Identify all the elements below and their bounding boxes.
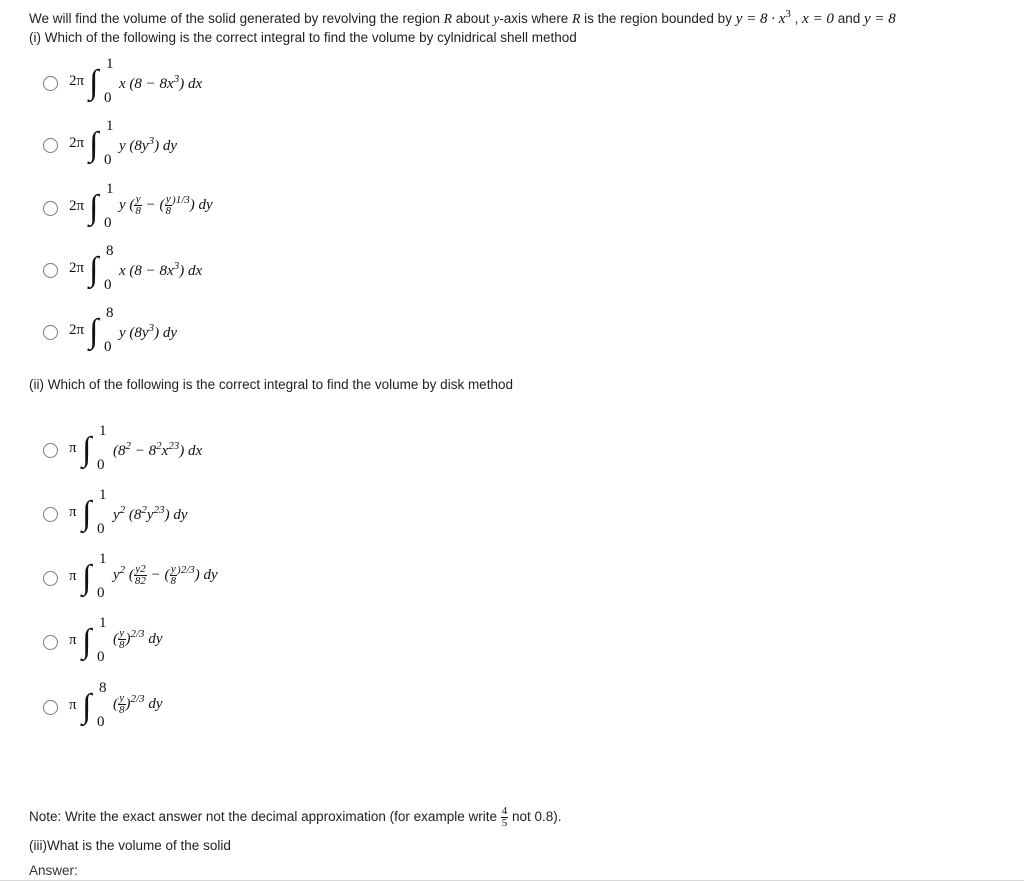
- upper-limit: 1: [106, 181, 114, 197]
- disk-option-1[interactable]: [43, 423, 943, 479]
- exponent: 3: [785, 8, 791, 20]
- integral-sign: ∫: [89, 64, 99, 101]
- radio-button[interactable]: [43, 571, 58, 586]
- integrand: $(8^2 - 8^2x^{23})$ dx: [113, 440, 203, 459]
- disk-option-4[interactable]: [43, 615, 943, 671]
- upper-limit: 1: [99, 615, 107, 631]
- disk-option-2[interactable]: [43, 487, 943, 543]
- lower-limit: 0: [104, 90, 112, 106]
- example-fraction: $\frac{4}{5}$: [501, 805, 508, 829]
- upper-limit: 8: [99, 680, 107, 696]
- bound-line: y = 8: [863, 11, 896, 27]
- coefficient: 2π: [69, 135, 85, 151]
- shell-option-3[interactable]: [43, 181, 943, 237]
- upper-limit: 1: [106, 56, 114, 72]
- lower-limit: 0: [104, 339, 112, 355]
- radio-button[interactable]: [43, 76, 58, 91]
- lower-limit: 0: [97, 649, 105, 665]
- coefficient: π: [69, 697, 77, 713]
- coefficient: 2π: [69, 198, 85, 214]
- region-symbol: R: [443, 11, 452, 26]
- coefficient: 2π: [69, 322, 85, 338]
- coefficient: 2π: [69, 73, 85, 89]
- region-symbol: R: [572, 11, 581, 26]
- integral-sign: ∫: [82, 688, 92, 725]
- shell-option-4[interactable]: [43, 243, 943, 299]
- integrand: y $(8y^3)$ dy: [119, 135, 177, 154]
- integrand: ( $\frac{y}{8}$ )$^{2/3}$ dy: [113, 692, 163, 717]
- lower-limit: 0: [104, 277, 112, 293]
- shell-option-5[interactable]: [43, 305, 943, 361]
- coefficient: 2π: [69, 260, 85, 276]
- integrand: x $(8 - 8x^3)$ dx: [119, 73, 203, 92]
- integral-sign: ∫: [82, 495, 92, 532]
- intro-text: We will find the volume of the solid generated by revolving the region: [29, 11, 444, 26]
- intro-text: about: [452, 11, 494, 26]
- radio-button[interactable]: [43, 201, 58, 216]
- lower-limit: 0: [97, 585, 105, 601]
- integral-sign: ∫: [82, 431, 92, 468]
- radio-button[interactable]: [43, 635, 58, 650]
- integral-sign: ∫: [89, 251, 99, 288]
- upper-limit: 1: [99, 487, 107, 503]
- radio-button[interactable]: [43, 443, 58, 458]
- integral-sign: ∫: [89, 189, 99, 226]
- intro-text: and: [833, 11, 864, 26]
- upper-limit: 1: [99, 551, 107, 567]
- integrand: $y^2$ ( $\frac{y2}{82}$ − ( $\frac{y}{8}$ $^{)2/3}$) dy: [113, 563, 218, 588]
- bound-curve: y = 8 · x: [735, 11, 786, 27]
- integral-sign: ∫: [82, 623, 92, 660]
- integrand: ( $\frac{y}{8}$ )$^{2/3}$ dy: [113, 627, 163, 652]
- axis-symbol: y: [493, 11, 500, 26]
- coefficient: π: [69, 632, 77, 648]
- disk-option-5[interactable]: [43, 680, 943, 736]
- lower-limit: 0: [97, 714, 105, 730]
- question-ii: (ii) Which of the following is the correct integral to find the volume by disk method: [29, 377, 513, 392]
- radio-button[interactable]: [43, 325, 58, 340]
- integrand: x $(8 - 8x^3)$ dx: [119, 260, 203, 279]
- answer-label: Answer:: [29, 863, 78, 878]
- bound-line: x = 0: [802, 11, 834, 27]
- radio-button[interactable]: [43, 700, 58, 715]
- upper-limit: 1: [106, 118, 114, 134]
- upper-limit: 8: [106, 305, 114, 321]
- integral-sign: ∫: [89, 313, 99, 350]
- integral-sign: ∫: [82, 559, 92, 596]
- problem-statement: [29, 5, 1019, 29]
- integrand: y $(8y^3)$ dy: [119, 322, 177, 341]
- lower-limit: 0: [97, 521, 105, 537]
- shell-option-2[interactable]: [43, 118, 943, 174]
- question-i: (i) Which of the following is the correct integral to find the volume by cylnidrical shell method: [29, 30, 577, 45]
- upper-limit: 1: [99, 423, 107, 439]
- coefficient: π: [69, 440, 77, 456]
- disk-option-3[interactable]: [43, 551, 943, 607]
- lower-limit: 0: [104, 215, 112, 231]
- lower-limit: 0: [97, 457, 105, 473]
- radio-button[interactable]: [43, 138, 58, 153]
- upper-limit: 8: [106, 243, 114, 259]
- radio-button[interactable]: [43, 507, 58, 522]
- question-iii: (iii)What is the volume of the solid: [29, 838, 231, 853]
- coefficient: π: [69, 568, 77, 584]
- shell-option-1[interactable]: [43, 56, 943, 112]
- note-text: Note: Write the exact answer not the decimal approximation (for example write $\frac{4}{5}$ not 0.8).: [29, 805, 562, 829]
- lower-limit: 0: [104, 152, 112, 168]
- integrand: y ( $\frac{y}{8}$ − ( $\frac{y}{8}$ $^{)1/3}$) dy: [119, 193, 213, 218]
- intro-text: is the region bounded by: [580, 11, 736, 26]
- integrand: $y^2$ $(8^2y^{23})$ dy: [113, 504, 188, 523]
- radio-button[interactable]: [43, 263, 58, 278]
- separator: ,: [790, 11, 803, 26]
- intro-text: -axis where: [499, 11, 573, 26]
- coefficient: π: [69, 504, 77, 520]
- integral-sign: ∫: [89, 126, 99, 163]
